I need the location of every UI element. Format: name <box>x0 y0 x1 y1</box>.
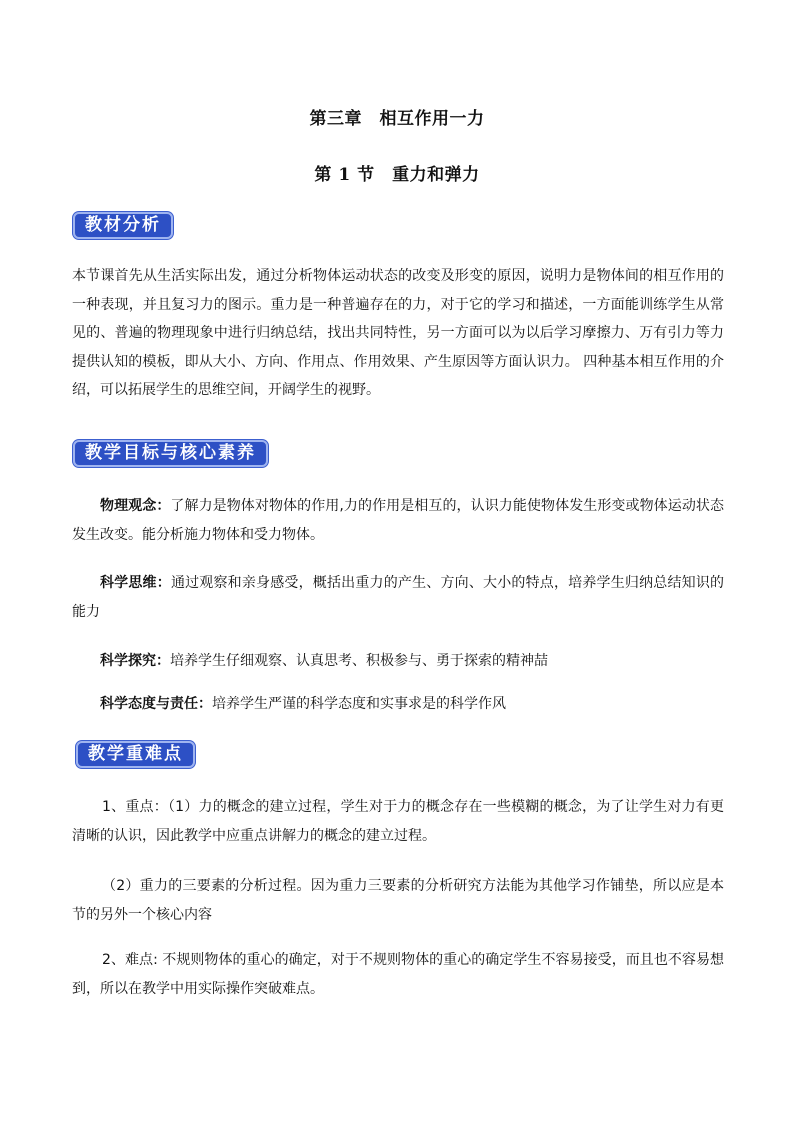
key-point-2: （2）重力的三要素的分析过程。因为重力三要素的分析研究方法能为其他学习作铺垫，所以应是本节的另外一个核心内容 <box>72 878 724 923</box>
banner-difficulties: 教学重难点 <box>76 741 195 768</box>
objective-text: 培养学生仔细观察、认真思考、积极参与、勇于探索的精神喆 <box>170 653 548 669</box>
objective-text: 通过观察和亲身感受，概括出重力的产生、方向、大小的特点，培养学生归纳总结知识的能力 <box>72 575 725 620</box>
difficult-point: 2、难点: 不规则物体的重心的确定，对于不规则物体的重心的确定学生不容易接受，而且也不容易想到，所以在教学中用实际操作突破难点。 <box>72 952 724 997</box>
objective-scientific-thinking <box>72 569 724 626</box>
objective-text: 了解力是物体对物体的作用,力的作用是相互的，认识力能使物体发生形变或物体运动状态发生改变。能分析施力物体和受力物体。 <box>72 498 724 543</box>
analysis-paragraph: 本节课首先从生活实际出发，通过分析物体运动状态的改变及形变的原因，说明力是物体间的相互作用的一种表现，并且复习力的图示。重力是一种普遍存在的力，对于它的学习和描述，一方面能训练学生从常见的、普遍的物理现象中进行归纳总结，找出共同特性，另一方面可以为以后学习摩擦力、万有引力等力提供认知的模板，即从大小、方向、作用点、作用效果、产生原因等方面认识力。 四种基本相互作用的介绍，可以拓展学生的思维空间，开阔学生的视野。 <box>72 268 724 398</box>
chapter-title: 第三章 相互作用一力 <box>309 109 485 129</box>
key-point-1: 1、重点：（1）力的概念的建立过程，学生对于力的概念存在一些模糊的概念，为了让学生对力有更清晰的认识，因此教学中应重点讲解力的概念的建立过程。 <box>72 799 724 844</box>
objective-scientific-inquiry <box>72 647 724 676</box>
objective-label: 科学态度与责任： <box>100 696 212 712</box>
objective-physics-concept <box>72 492 724 549</box>
banner-analysis: 教材分析 <box>73 212 173 239</box>
objective-text: 培养学生严谨的科学态度和实事求是的科学作风 <box>212 696 506 712</box>
objective-label: 科学思维： <box>100 575 171 591</box>
objective-attitude-responsibility <box>72 690 724 719</box>
objective-label: 物理观念： <box>100 498 171 514</box>
objective-label: 科学探究： <box>100 653 170 669</box>
banner-objectives: 教学目标与核心素养 <box>73 440 268 467</box>
section-title: 第 1 节 重力和弹力 <box>314 165 480 185</box>
